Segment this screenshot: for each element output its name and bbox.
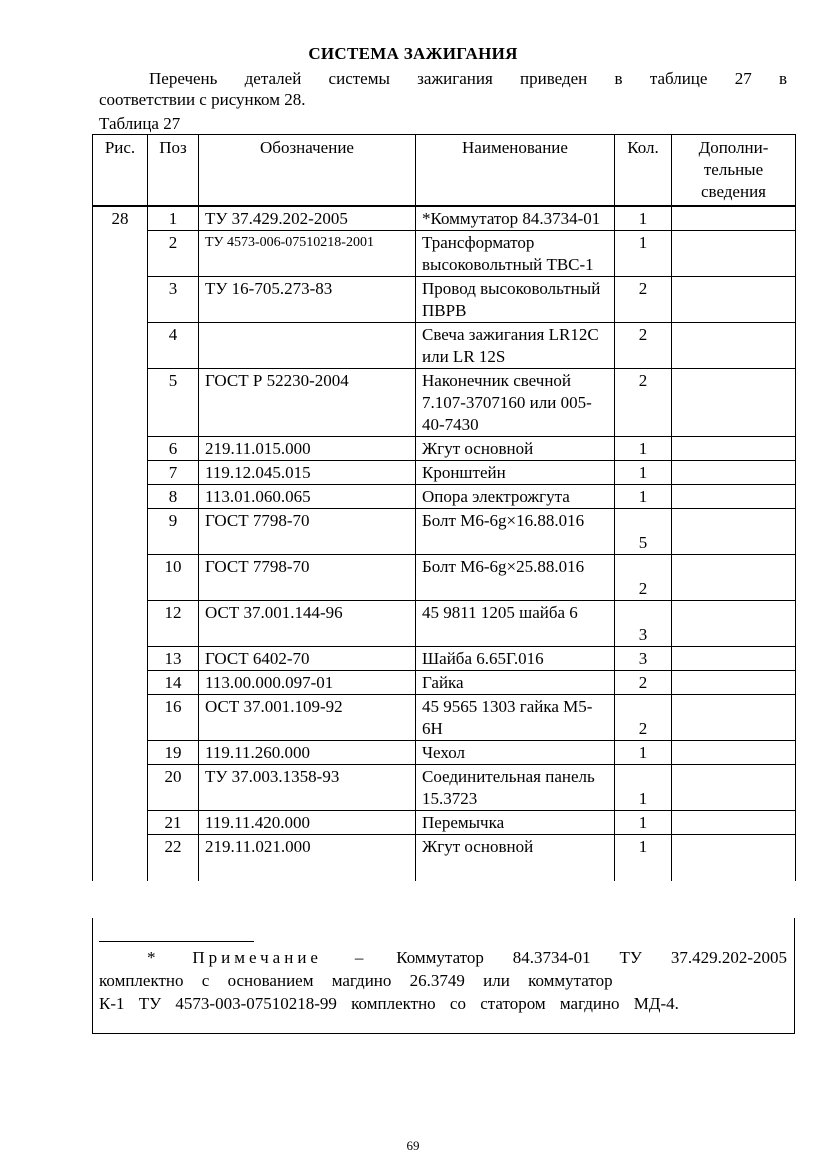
- footnote-line-1-text: Коммутатор 84.3734-01 ТУ 37.429.202-2005: [396, 948, 788, 967]
- table-row: [93, 437, 796, 461]
- cell-name: Опора электрожгута: [416, 485, 615, 509]
- intro-line-1: Перечень деталей системы зажигания приведен в таблице 27 в: [149, 69, 787, 88]
- footnote: [99, 946, 787, 1015]
- table-caption: Таблица 27: [99, 114, 181, 133]
- cell-name: Жгут основной: [416, 835, 615, 859]
- cell-designation: ТУ 4573-006-07510218-2001: [199, 231, 416, 277]
- cell-extra: [672, 765, 796, 811]
- cell-designation: ГОСТ 7798-70: [199, 509, 416, 555]
- header-qty: Кол.: [615, 135, 672, 207]
- footnote-label: * Примечание –: [147, 948, 368, 967]
- cell-name: *Коммутатор 84.3734-01: [416, 206, 615, 231]
- table-row: [93, 509, 796, 555]
- cell-extra: [672, 811, 796, 835]
- cell-extra: [672, 437, 796, 461]
- cell-poz: 6: [148, 437, 199, 461]
- cell-qty: 2: [615, 323, 672, 369]
- cell-poz: 21: [148, 811, 199, 835]
- cell-qty: [615, 509, 672, 555]
- cell-extra: [672, 231, 796, 277]
- cell-designation: ТУ 16-705.273-83: [199, 277, 416, 323]
- cell-poz: 22: [148, 835, 199, 859]
- cell-extra: [672, 835, 796, 859]
- cell-name: Перемычка: [416, 811, 615, 835]
- footnote-line-1: [99, 946, 787, 969]
- cell-extra: [672, 555, 796, 601]
- qty-value: 3: [638, 625, 648, 644]
- cell-poz: 7: [148, 461, 199, 485]
- page-number: 69: [406, 1138, 420, 1153]
- table-row: [93, 671, 796, 695]
- cell-extra: [672, 277, 796, 323]
- cell-designation: 113.00.000.097-01: [199, 671, 416, 695]
- cell-qty: 1: [615, 437, 672, 461]
- cell-designation: 119.11.260.000: [199, 741, 416, 765]
- table-row: [93, 277, 796, 323]
- header-extra: Дополни-тельные сведения: [672, 135, 796, 207]
- cell-qty: 2: [615, 277, 672, 323]
- cell-designation: 219.11.015.000: [199, 437, 416, 461]
- cell-extra: [672, 741, 796, 765]
- cell-name: Свеча зажигания LR12C или LR 12S: [416, 323, 615, 369]
- cell-qty: 1: [615, 835, 672, 859]
- table-row: [93, 695, 796, 741]
- cell-qty: [615, 765, 672, 811]
- cell-name: 45 9565 1303 гайка М5-6Н: [416, 695, 615, 741]
- table-row: [93, 811, 796, 835]
- cell-qty: 3: [615, 647, 672, 671]
- cell-qty: [615, 555, 672, 601]
- cell-qty: 1: [615, 811, 672, 835]
- cell-designation: ОСТ 37.001.109-92: [199, 695, 416, 741]
- cell-extra: [672, 509, 796, 555]
- cell-poz: 5: [148, 369, 199, 437]
- cell-qty: 1: [615, 461, 672, 485]
- cell-poz: 8: [148, 485, 199, 509]
- cell-designation: 119.11.420.000: [199, 811, 416, 835]
- table-spacer-row: [93, 858, 796, 881]
- cell-qty: 2: [615, 671, 672, 695]
- cell-poz: 14: [148, 671, 199, 695]
- cell-designation: ГОСТ Р 52230-2004: [199, 369, 416, 437]
- cell-extra: [672, 206, 796, 231]
- cell-qty: 1: [615, 206, 672, 231]
- cell-poz: 12: [148, 601, 199, 647]
- header-poz: Поз: [148, 135, 199, 207]
- cell-qty: [615, 601, 672, 647]
- table-row: [93, 601, 796, 647]
- cell-name: Трансформатор высоковольтный ТВС-1: [416, 231, 615, 277]
- footnote-rule: [99, 941, 254, 942]
- table-row: [93, 206, 796, 231]
- cell-qty: 1: [615, 485, 672, 509]
- cell-qty: 1: [615, 231, 672, 277]
- cell-extra: [672, 647, 796, 671]
- cell-name: Чехол: [416, 741, 615, 765]
- cell-designation: ТУ 37.429.202-2005: [199, 206, 416, 231]
- cell-poz: 10: [148, 555, 199, 601]
- table-row: [93, 231, 796, 277]
- intro-line-2: соответствии с рисунком 28.: [99, 90, 306, 109]
- table-header-row: [93, 135, 796, 207]
- cell-extra: [672, 671, 796, 695]
- cell-qty: 2: [615, 369, 672, 437]
- cell-designation: ГОСТ 7798-70: [199, 555, 416, 601]
- cell-extra: [672, 485, 796, 509]
- cell-extra: [672, 695, 796, 741]
- cell-name: Гайка: [416, 671, 615, 695]
- cell-poz: 20: [148, 765, 199, 811]
- header-designation: Обозначение: [199, 135, 416, 207]
- cell-designation: 219.11.021.000: [199, 835, 416, 859]
- cell-qty: 1: [615, 741, 672, 765]
- cell-poz: 1: [148, 206, 199, 231]
- section-title: СИСТЕМА ЗАЖИГАНИЯ: [308, 44, 518, 63]
- cell-name: Провод высоковольтный ПВРВ: [416, 277, 615, 323]
- cell-designation: 113.01.060.065: [199, 485, 416, 509]
- qty-value: 2: [638, 579, 648, 598]
- cell-name: Жгут основной: [416, 437, 615, 461]
- cell-extra: [672, 369, 796, 437]
- cell-extra: [672, 601, 796, 647]
- table-row: [93, 741, 796, 765]
- qty-value: 2: [638, 719, 648, 738]
- cell-empty: [672, 858, 796, 881]
- figure-number: 28: [93, 206, 148, 881]
- cell-designation: ГОСТ 6402-70: [199, 647, 416, 671]
- cell-name: Кронштейн: [416, 461, 615, 485]
- table-row: [93, 369, 796, 437]
- footnote-line-2: комплектно с основанием магдино 26.3749 или коммутатор: [99, 971, 613, 990]
- cell-name: Шайба 6.65Г.016: [416, 647, 615, 671]
- cell-name: Болт М6-6g×25.88.016: [416, 555, 615, 601]
- cell-poz: 2: [148, 231, 199, 277]
- qty-value: 5: [638, 533, 648, 552]
- cell-name: 45 9811 1205 шайба 6: [416, 601, 615, 647]
- cell-empty: [416, 858, 615, 881]
- cell-poz: 16: [148, 695, 199, 741]
- cell-poz: 19: [148, 741, 199, 765]
- cell-name: Соединительная панель 15.3723: [416, 765, 615, 811]
- table-row: [93, 555, 796, 601]
- cell-empty: [615, 858, 672, 881]
- qty-value: 1: [638, 789, 648, 808]
- parts-table: [92, 134, 796, 881]
- cell-empty: [148, 858, 199, 881]
- cell-poz: 4: [148, 323, 199, 369]
- table-row: [93, 835, 796, 859]
- table-row: [93, 323, 796, 369]
- table-row: [93, 647, 796, 671]
- cell-extra: [672, 461, 796, 485]
- cell-poz: 9: [148, 509, 199, 555]
- table-row: [93, 765, 796, 811]
- table-row: [93, 485, 796, 509]
- cell-designation: [199, 323, 416, 369]
- cell-empty: [199, 858, 416, 881]
- cell-poz: 3: [148, 277, 199, 323]
- cell-qty: [615, 695, 672, 741]
- intro-paragraph: [99, 68, 787, 110]
- cell-designation: ОСТ 37.001.144-96: [199, 601, 416, 647]
- table-row: [93, 461, 796, 485]
- cell-name: Болт М6-6g×16.88.016: [416, 509, 615, 555]
- cell-poz: 13: [148, 647, 199, 671]
- cell-name: Наконечник свечной 7.107-3707160 или 005-40-7430: [416, 369, 615, 437]
- cell-designation: 119.12.045.015: [199, 461, 416, 485]
- cell-designation: ТУ 37.003.1358-93: [199, 765, 416, 811]
- header-ris: Рис.: [93, 135, 148, 207]
- header-name: Наименование: [416, 135, 615, 207]
- footnote-line-3: К-1 ТУ 4573-003-07510218-99 комплектно со статором магдино МД-4.: [99, 994, 679, 1013]
- cell-extra: [672, 323, 796, 369]
